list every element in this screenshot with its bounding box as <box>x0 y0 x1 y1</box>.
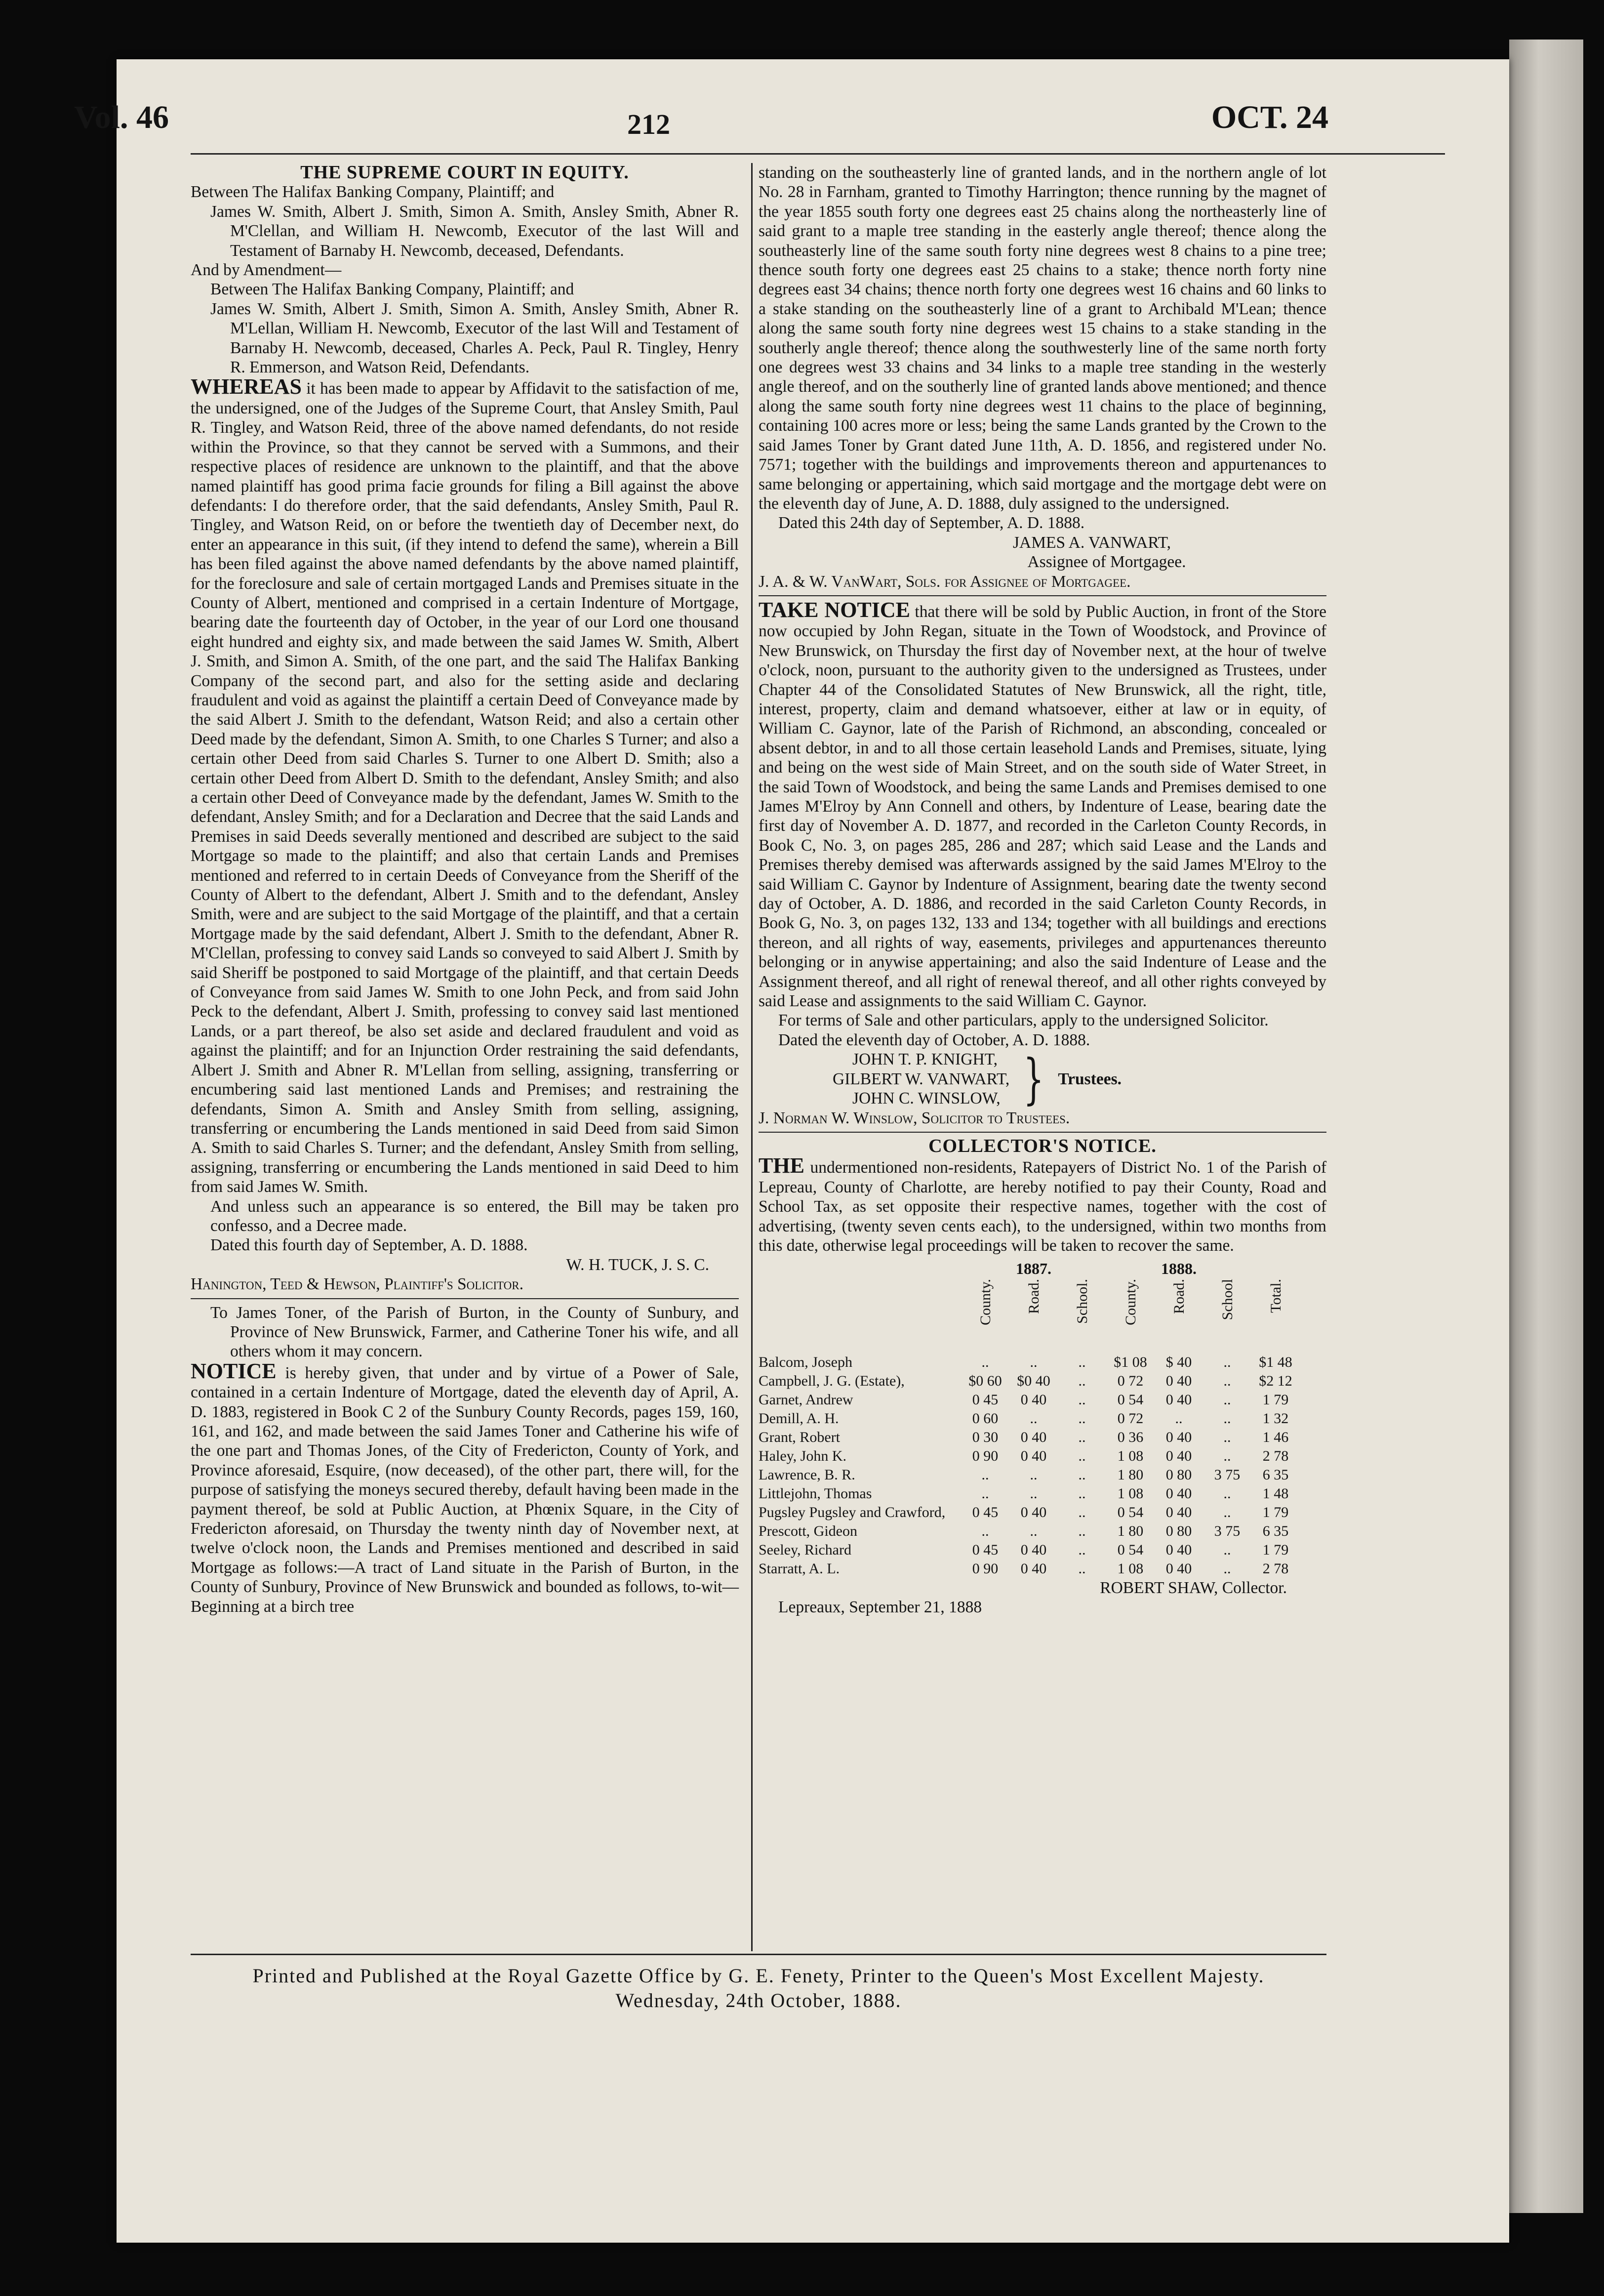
tax-cell: 0 40 <box>1020 1542 1047 1558</box>
table-row <box>759 1353 1326 1372</box>
table-row <box>759 1559 1326 1578</box>
whereas-word: WHEREAS <box>191 374 302 399</box>
tax-cell: $1 48 <box>1259 1354 1292 1371</box>
tax-cell: 0 80 <box>1165 1467 1192 1483</box>
assignee-solicitors: J. A. & W. VanWart, Sols. for Assignee of Mortgagee. <box>759 572 1131 591</box>
tax-cell: .. <box>1078 1429 1086 1446</box>
tax-cell: $1 08 <box>1114 1354 1147 1371</box>
tax-cell: 0 30 <box>972 1429 999 1446</box>
left-column <box>191 163 739 1616</box>
ratepayer-name: Littlejohn, Thomas <box>759 1485 872 1502</box>
tax-cell: $0 40 <box>1017 1373 1050 1390</box>
table-row <box>759 1484 1326 1503</box>
tax-cell: .. <box>1078 1467 1086 1483</box>
section-rule <box>759 595 1326 596</box>
between-line-2: Between The Halifax Banking Company, Plaintiff; and <box>210 280 574 299</box>
year-1887: 1887. <box>1016 1260 1051 1278</box>
tax-cell: .. <box>1223 1429 1231 1446</box>
trustees-solicitor: J. Norman W. Winslow, Solicitor to Trustees. <box>759 1108 1070 1127</box>
page-edge <box>1509 40 1583 2213</box>
col-school-1887: School. <box>1074 1278 1090 1324</box>
trustee-2: GILBERT W. VANWART, <box>833 1069 1010 1088</box>
tax-cell: 0 40 <box>1020 1560 1047 1577</box>
tax-cell: .. <box>1078 1504 1086 1521</box>
tax-cell: 0 45 <box>972 1392 999 1408</box>
tax-cell: .. <box>1078 1410 1086 1427</box>
table-row <box>759 1503 1326 1522</box>
ratepayer-name: Seeley, Richard <box>759 1542 851 1558</box>
tax-cell: 0 60 <box>972 1410 999 1427</box>
table-rows <box>759 1353 1326 1578</box>
tax-cell: .. <box>1223 1354 1231 1371</box>
footer-date: Wednesday, 24th October, 1888. <box>615 1989 902 2011</box>
parties-1: James W. Smith, Albert J. Smith, Simon A. Smith, Ansley Smith, Abner R. M'Clellan, and William H. Newcomb, Executor of the last Will and Testament of Barnaby H. Newcomb, deceased, Defendants. <box>210 202 739 260</box>
tax-cell: 1 46 <box>1262 1429 1289 1446</box>
volume-number: Vol. 46 <box>74 99 169 135</box>
page-header <box>74 94 1328 143</box>
whereas-paragraph <box>191 374 739 1196</box>
ratepayer-name: Lawrence, B. R. <box>759 1467 855 1483</box>
tax-cell: .. <box>1223 1485 1231 1502</box>
tax-cell: 1 80 <box>1117 1467 1144 1483</box>
tax-cell: 1 79 <box>1262 1504 1289 1521</box>
footer-rule <box>191 1954 1326 1955</box>
tax-cell: 0 40 <box>1165 1429 1192 1446</box>
tax-cell: 0 72 <box>1117 1373 1144 1390</box>
tax-cell: 0 45 <box>972 1504 999 1521</box>
the-word: THE <box>759 1153 804 1178</box>
assignee-role: Assignee of Mortgagee. <box>1027 553 1186 572</box>
tax-cell: 6 35 <box>1262 1523 1289 1540</box>
table-row <box>759 1447 1326 1466</box>
dated-assignee: Dated this 24th day of September, A. D. 1888. <box>778 514 1085 533</box>
col-road-1888: Road. <box>1171 1278 1187 1314</box>
tax-cell: .. <box>1223 1504 1231 1521</box>
tax-cell: 0 90 <box>972 1448 999 1465</box>
trustee-1: JOHN T. P. KNIGHT, <box>852 1050 998 1069</box>
notice-paragraph <box>191 1358 739 1616</box>
trustee-3: JOHN C. WINSLOW, <box>852 1089 1001 1108</box>
tax-cell: 0 40 <box>1165 1542 1192 1558</box>
tax-cell: .. <box>981 1354 989 1371</box>
collector-place-date: Lepreaux, September 21, 1888 <box>778 1598 982 1617</box>
tax-cell: $0 60 <box>968 1373 1002 1390</box>
tax-cell: 0 80 <box>1165 1523 1192 1540</box>
tax-cell: .. <box>1078 1448 1086 1465</box>
tax-cell: .. <box>1030 1523 1038 1540</box>
parties-2: James W. Smith, Albert J. Smith, Simon A. Smith, Ansley Smith, Abner R. M'Lellan, William H. Newcomb, Executor of the last Will and Testament of Barnaby H. Newcomb, deceased, Charles A. Peck, Paul R. Tingley, Henry R. Emmerson, and Watson Reid, Defendants. <box>210 299 739 377</box>
tax-cell: .. <box>1030 1354 1038 1371</box>
tax-cell: 0 40 <box>1165 1560 1192 1577</box>
table-row <box>759 1522 1326 1541</box>
ratepayer-name: Haley, John K. <box>759 1448 847 1465</box>
tax-cell: .. <box>981 1485 989 1502</box>
tax-cell: .. <box>1030 1410 1038 1427</box>
printer-line: Printed and Published at the Royal Gazette Office by G. E. Fenety, Printer to the Queen's Most Excellent Majesty. <box>252 1965 1265 1987</box>
dated-trustees: Dated the eleventh day of October, A. D. 1888. <box>778 1030 1090 1049</box>
whereas-body: it has been made to appear by Affidavit to the satisfaction of me, the undersigned, one of the Judges of the Supreme Court, that Ansley Smith, Paul R. Tingley, and Watson Reid, three of the above named defendants, do not reside within the Province, so that they cannot be served with a Summons, and their respective places of residence are unknown to the plaintiff, and that the above named plaintiff has good prima facie grounds for filing a Bill against the above defendants: I do therefore order, that the said defendants, Ansley Smith, Paul R. Tingley, and Watson Reid, on or before the twentieth day of December next, do enter an appearance in this suit, (if they intend to defend the same), wherein a Bill has been filed against the above named defendants by the above named plaintiff, for the foreclosure and sale of certain mortgaged Lands and Premises situate in the County of Albert, mentioned and comprised in a certain Indenture of Mortgage, bearing date the fourteenth day of October, in the year of our Lord one thousand eight hundred and eighty six, and made between the said James W. Smith, Albert J. Smith, and Simon A. Smith, of the one part, and the said The Halifax Banking Company of the second part, and also for the setting aside and declaring fraudulent and void as against the plaintiff a certain Deed of Conveyance made by the said Albert J. Smith to the defendant, Watson Reid; and also a certain other Deed made by the defendant, Simon A. Smith, to one Charles S Turner; and also a certain other Deed from said Charles S. Turner to one Albert D. Smith; also a certain other Deed from Albert D. Smith to the defendant, Ansley Smith; and also a certain other Deed of Conveyance made by the defendant, James W. Smith to the defendant, Ansley Smith; and for a Declaration and Decree that the said Lands and Premises in said Deeds severally mentioned and described are subject to the said Mortgage so made to the plaintiff; and also that certain Lands and Premises mentioned and referred to in certain Deeds of Conveyance from the Sheriff of the County of Albert to the defendant, Albert J. Smith and to the defendant, Ansley Smith, were and are subject to the said Mortgage of the plaintiff, and that a certain Mortgage made by the said defendant, Albert J. Smith to the defendant, Abner R. M'Clellan, professing to convey said Lands so conveyed to said Albert J. Smith by said Sheriff be postponed to said Mortgage of the plaintiff, and that certain Deeds of Conveyance from said James W. Smith to one John Peck, and from said John Peck to the defendant, Albert J. Smith, professing to convey said last mentioned Lands, or a part thereof, be also set aside and declared fraudulent and void as against the plaintiff; and for an Injunction Order restraining the said defendants, Albert J. Smith and Abner R. M'Lellan from selling, assigning, transferring or encumbering said last mentioned Lands and Premises; and restraining the defendants, Simon A. Smith and Ansley Smith from selling, assigning, transferring or encumbering the Lands mentioned in said Deed from said Simon A. Smith to said Charles S. Turner; and the defendant, Ansley Smith from selling, assigning, transferring or encumbering the Lands mentioned in said Deed to him from said James W. Smith. <box>191 379 739 1196</box>
tax-cell: .. <box>1078 1560 1086 1577</box>
tax-cell: .. <box>981 1467 989 1483</box>
tax-cell: .. <box>1223 1392 1231 1408</box>
table-row <box>759 1391 1326 1409</box>
table-row <box>759 1466 1326 1484</box>
col-road-1887: Road. <box>1026 1278 1042 1314</box>
tax-cell: 0 36 <box>1117 1429 1144 1446</box>
tax-cell: .. <box>1078 1485 1086 1502</box>
unless-line: And unless such an appearance is so entered, the Bill may be taken pro confesso, and a Decree made. <box>210 1197 739 1235</box>
tax-cell: 3 75 <box>1214 1523 1241 1540</box>
brace-icon: } <box>1023 1047 1044 1111</box>
tax-cell: 0 40 <box>1165 1504 1192 1521</box>
col-county-1887: County. <box>977 1278 994 1325</box>
take-notice-body: that there will be sold by Public Auction, in front of the Store now occupied by John Regan, situate in the Town of Woodstock, and Province of New Brunswick, on Thursday the first day of November next, at the hour of twelve o'clock, noon, pursuant to the authority given to the undersigned as Trustees, under Chapter 44 of the Consolidated Statutes of New Brunswick, all the right, title, interest, property, claim and demand whatsoever, either at law or in equity, of William C. Gaynor, late of the Parish of Richmond, an absconding, concealed or absent debtor, in and to all those certain leasehold Lands and Premises, situate, lying and being on the west side of Main Street, and on the south side of Water Street, in the said Town of Woodstock, and being the same Lands and Premises demised to one James M'Elroy by Ann Connell and others, by Indenture of Lease, bearing date the first day of November A. D. 1877, and recorded in the Carleton County Records, in Book C, No. 3, on pages 285, 286 and 287; which said Lease and the Lands and Premises thereby demised was afterwards assigned by the said James M'Elroy to the said William C. Gaynor by Indenture of Assignment, bearing date the twenty second day of October, A. D. 1886, and recorded in the said Carleton County Records, in Book G, No. 3, on pages 132, 133 and 134; together with all buildings and erections thereon, and all rights of way, easements, privileges and appurtenances thereunto belonging or in anywise appertaining; and also the said Indenture of Lease and the Assignment thereof, and all right of renewal thereof, and all other rights conveyed by said Lease and assignments to the said William C. Gaynor. <box>759 602 1327 1011</box>
tax-cell: 0 40 <box>1020 1392 1047 1408</box>
tax-cell: .. <box>1175 1410 1183 1427</box>
tax-cell: $2 12 <box>1259 1373 1292 1390</box>
ratepayer-name: Starratt, A. L. <box>759 1560 840 1577</box>
continued-text: standing on the southeasterly line of granted lands, and in the northern angle of lot No. 28 in Farnham, granted to Timothy Harrington; thence running by the magnet of the year 1855 south forty one degrees east 25 chains along the northeasterly line of said grant to a maple tree standing in the easterly angle thereof; thence along the southeasterly line of the same south forty nine degrees west 8 chains to a pine tree; thence south forty one degrees east 25 chains to a stake; thence north forty nine degrees east 34 chains; thence north forty one degrees west 16 chains and 60 links to a stake standing on the southeasterly line of a grant to Archibald M'Lean; thence along the same south forty nine degrees west 15 chains to a stake standing in the southerly angle thereof; thence along the southwesterly line of the same north forty one degrees west 33 chains and 34 links to a maple tree standing in the westerly angle thereof, and on the southerly line of granted lands above mentioned; and thence along the same south forty nine degrees west 11 chains to the place of beginning, containing 100 acres more or less; being the same Lands granted by the Crown to the said James Toner by Grant dated June 11th, A. D. 1856, and registered under No. 7571; together with the buildings and improvements thereon and appurtenances to same belonging or appertaining, which said mortgage and the mortgage debt were on the eleventh day of June, A. D. 1888, duly assigned to the undersigned. <box>759 164 1326 513</box>
ratepayer-name: Prescott, Gideon <box>759 1523 857 1540</box>
tax-cell: 0 40 <box>1165 1373 1192 1390</box>
tax-cell: 1 48 <box>1262 1485 1289 1502</box>
trustees-label: Trustees. <box>1058 1069 1122 1088</box>
table-row <box>759 1541 1326 1559</box>
tax-cell: 1 80 <box>1117 1523 1144 1540</box>
ratepayer-name: Garnet, Andrew <box>759 1392 853 1408</box>
tax-cell: 6 35 <box>1262 1467 1289 1483</box>
tax-cell: .. <box>1078 1523 1086 1540</box>
tax-cell: 0 54 <box>1117 1392 1144 1408</box>
table-row <box>759 1372 1326 1391</box>
page-number: 212 <box>627 108 670 140</box>
tax-cell: 0 40 <box>1020 1448 1047 1465</box>
terms-line: For terms of Sale and other particulars, apply to the undersigned Solicitor. <box>778 1011 1269 1030</box>
col-total: Total. <box>1268 1278 1284 1313</box>
court-title: THE SUPREME COURT IN EQUITY. <box>300 162 629 183</box>
tax-cell: 1 08 <box>1117 1560 1144 1577</box>
section-rule <box>759 1132 1326 1133</box>
tax-cell: 0 40 <box>1165 1448 1192 1465</box>
page-footer <box>191 1964 1326 2013</box>
tax-cell: 0 40 <box>1165 1392 1192 1408</box>
year-header <box>759 1259 1326 1278</box>
tax-cell: 0 45 <box>972 1542 999 1558</box>
tax-cell: 0 90 <box>972 1560 999 1577</box>
table-row <box>759 1409 1326 1428</box>
ratepayer-name: Balcom, Joseph <box>759 1354 852 1371</box>
collector-signature: ROBERT SHAW, Collector. <box>1100 1578 1287 1597</box>
take-notice-paragraph <box>759 597 1327 1011</box>
column-headers <box>759 1279 1326 1353</box>
tax-cell: 0 40 <box>1020 1429 1047 1446</box>
amendment-line: And by Amendment— <box>191 261 342 280</box>
collector-paragraph <box>759 1153 1327 1255</box>
col-school-1888: School <box>1219 1278 1236 1320</box>
tax-cell: 0 72 <box>1117 1410 1144 1427</box>
header-rule <box>191 153 1445 155</box>
tax-cell: .. <box>1223 1560 1231 1577</box>
trustee-names <box>833 1050 1009 1108</box>
tax-cell: 1 79 <box>1262 1392 1289 1408</box>
tax-cell: 1 79 <box>1262 1542 1289 1558</box>
collector-body: undermentioned non-residents, Ratepayers of District No. 1 of the Parish of Lepreau, County of Charlotte, are hereby notified to pay their County, Road and School Tax, as set opposite their respective names, together with the cost of advertising, (twenty seven cents each), to the undersigned, within two months from this date, otherwise legal proceedings will be taken to recover the same. <box>759 1158 1327 1255</box>
judge-signature: W. H. TUCK, J. S. C. <box>566 1255 709 1274</box>
right-column <box>759 163 1326 1617</box>
issue-date: OCT. 24 <box>1211 99 1328 135</box>
column-divider <box>751 163 753 1951</box>
ratepayer-name: Demill, A. H. <box>759 1410 839 1427</box>
assignee-name: JAMES A. VANWART, <box>1012 533 1171 552</box>
ratepayer-name: Campbell, J. G. (Estate), <box>759 1373 905 1390</box>
tax-cell: 1 08 <box>1117 1448 1144 1465</box>
take-notice-word: TAKE NOTICE <box>759 597 911 622</box>
tax-cell: .. <box>981 1523 989 1540</box>
tax-cell: .. <box>1078 1373 1086 1390</box>
notice-body: is hereby given, that under and by virtue of a Power of Sale, contained in a certain Indenture of Mortgage, dated the eleventh day of April, A. D. 1883, registered in Book C 2 of the Sunbury County Records, pages 159, 160, 161, and 162, and made between the said James Toner and Catherine his wife of the one part and Thomas Jones, of the City of Fredericton, County of York, and Province aforesaid, Esquire, (now deceased), of the other part, there will, for the purpose of satisfying the moneys secured thereby, default having been made in the payment thereof, be sold at Public Auction, at Phœnix Square, in the City of Fredericton aforesaid, on Thursday the twenty ninth day of November next, at twelve o'clock noon, the Lands and Premises mentioned and described in said Mortgage as follows:—A tract of Land situate in the Parish of Burton, in the County of Sunbury, Province of New Brunswick and bounded as follows, to-wit—Beginning at a birch tree <box>191 1363 739 1616</box>
year-1888: 1888. <box>1161 1260 1197 1278</box>
table-row <box>759 1428 1326 1447</box>
tax-cell: 2 78 <box>1262 1560 1289 1577</box>
tax-cell: 0 40 <box>1165 1485 1192 1502</box>
collector-title: COLLECTOR'S NOTICE. <box>928 1135 1157 1156</box>
tax-cell: 1 08 <box>1117 1485 1144 1502</box>
to-line: To James Toner, of the Parish of Burton, in the County of Sunbury, and Province of New Brunswick, Farmer, and Catherine Toner his wife, and all others whom it may concern. <box>210 1303 739 1361</box>
tax-cell: .. <box>1223 1410 1231 1427</box>
col-county-1888: County. <box>1123 1278 1139 1325</box>
tax-cell: 0 54 <box>1117 1504 1144 1521</box>
tax-cell: .. <box>1078 1354 1086 1371</box>
tax-cell: 0 40 <box>1020 1504 1047 1521</box>
tax-cell: 1 32 <box>1262 1410 1289 1427</box>
tax-cell: .. <box>1223 1373 1231 1390</box>
tax-cell: .. <box>1223 1448 1231 1465</box>
ratepayer-name: Grant, Robert <box>759 1429 840 1446</box>
tax-table <box>759 1259 1326 1578</box>
tax-cell: 0 54 <box>1117 1542 1144 1558</box>
tax-cell: 2 78 <box>1262 1448 1289 1465</box>
tax-cell: .. <box>1078 1392 1086 1408</box>
between-line-1: Between The Halifax Banking Company, Plaintiff; and <box>191 183 555 202</box>
trustees-block <box>833 1047 1326 1111</box>
plaintiff-solicitor: Hanington, Teed & Hewson, Plaintiff's Solicitor. <box>191 1275 523 1294</box>
tax-cell: .. <box>1030 1467 1038 1483</box>
tax-cell: $ 40 <box>1165 1354 1192 1371</box>
tax-cell: .. <box>1030 1485 1038 1502</box>
tax-cell: .. <box>1223 1542 1231 1558</box>
tax-cell: 3 75 <box>1214 1467 1241 1483</box>
tax-cell: .. <box>1078 1542 1086 1558</box>
dated-line: Dated this fourth day of September, A. D. 1888. <box>210 1236 528 1255</box>
ratepayer-name: Pugsley Pugsley and Crawford, <box>759 1504 946 1521</box>
notice-word: NOTICE <box>191 1358 277 1383</box>
section-rule <box>191 1298 739 1299</box>
